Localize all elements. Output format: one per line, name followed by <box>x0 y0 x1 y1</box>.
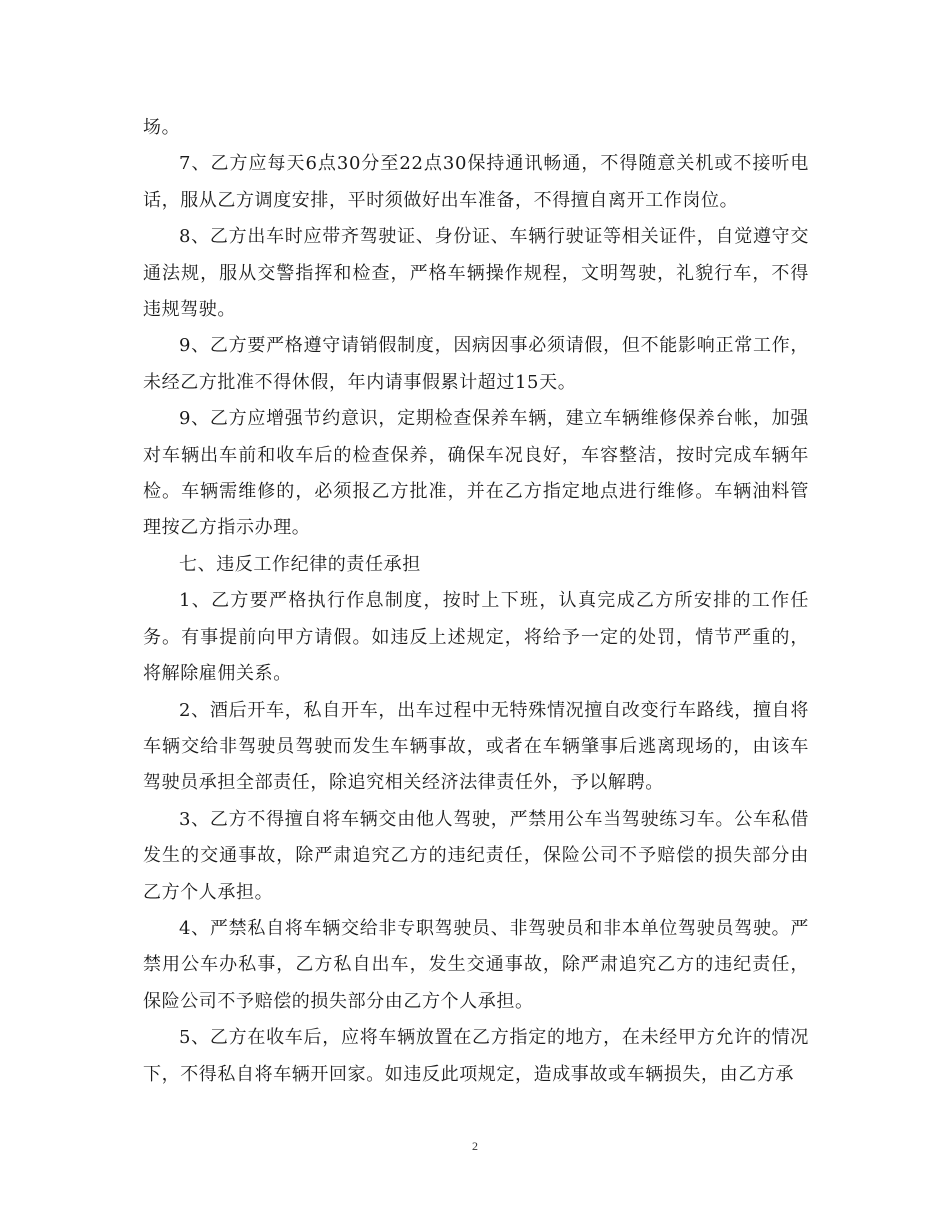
paragraph-clause-9-leave: 9、乙方要严格遵守请销假制度，因病因事必须请假，但不能影响正常工作，未经乙方批准不得休假，年内请事假累计超过15天。 <box>143 335 809 393</box>
paragraph-discipline-5: 5、乙方在收车后，应将车辆放置在乙方指定的地方，在未经甲方允许的情况下，不得私自将车辆开回家。如违反此项规定，造成事故或车辆损失，由乙方承 <box>143 1027 809 1085</box>
paragraph-discipline-4: 4、严禁私自将车辆交给非专职驾驶员、非驾驶员和非本单位驾驶员驾驶。严禁用公车办私事，乙方私自出车，发生交通事故，除严肃追究乙方的违纪责任，保险公司不予赔偿的损失部分由乙方个人承担。 <box>143 917 809 1012</box>
paragraph-continuation: 场。 <box>143 117 181 138</box>
paragraph-clause-8: 8、乙方出车时应带齐驾驶证、身份证、车辆行驶证等相关证件，自觉遵守交通法规，服从交警指挥和检查，严格车辆操作规程，文明驾驶，礼貌行车，不得违规驾驶。 <box>143 226 809 321</box>
paragraph-discipline-1: 1、乙方要严格执行作息制度，按时上下班，认真完成乙方所安排的工作任务。有事提前向甲方请假。如违反上述规定，将给予一定的处罚，情节严重的，将解除雇佣关系。 <box>143 590 809 685</box>
paragraph-discipline-3: 3、乙方不得擅自将车辆交由他人驾驶，严禁用公车当驾驶练习车。公车私借发生的交通事故，除严肃追究乙方的违纪责任，保险公司不予赔偿的损失部分由乙方个人承担。 <box>143 808 809 903</box>
paragraph-discipline-2: 2、酒后开车，私自开车，出车过程中无特殊情况擅自改变行车路线，擅自将车辆交给非驾驶员驾驶而发生车辆事故，或者在车辆肇事后逃离现场的，由该车驾驶员承担全部责任，除追究相关经济法律责任外，予以解聘。 <box>143 699 809 794</box>
document-body <box>143 110 809 1093</box>
page-number: 2 <box>472 1139 478 1153</box>
paragraph-clause-9-maintenance: 9、乙方应增强节约意识，定期检查保养车辆，建立车辆维修保养台帐，加强对车辆出车前和收车后的检查保养，确保车况良好，车容整洁，按时完成车辆年检。车辆需维修的，必须报乙方批准，并在乙方指定地点进行维修。车辆油料管理按乙方指示办理。 <box>143 408 809 539</box>
paragraph-clause-7: 7、乙方应每天6点30分至22点30保持通讯畅通，不得随意关机或不接听电话，服从乙方调度安排，平时须做好出车准备，不得擅自离开工作岗位。 <box>143 153 809 211</box>
section-heading-discipline: 七、违反工作纪律的责任承担 <box>179 553 421 575</box>
